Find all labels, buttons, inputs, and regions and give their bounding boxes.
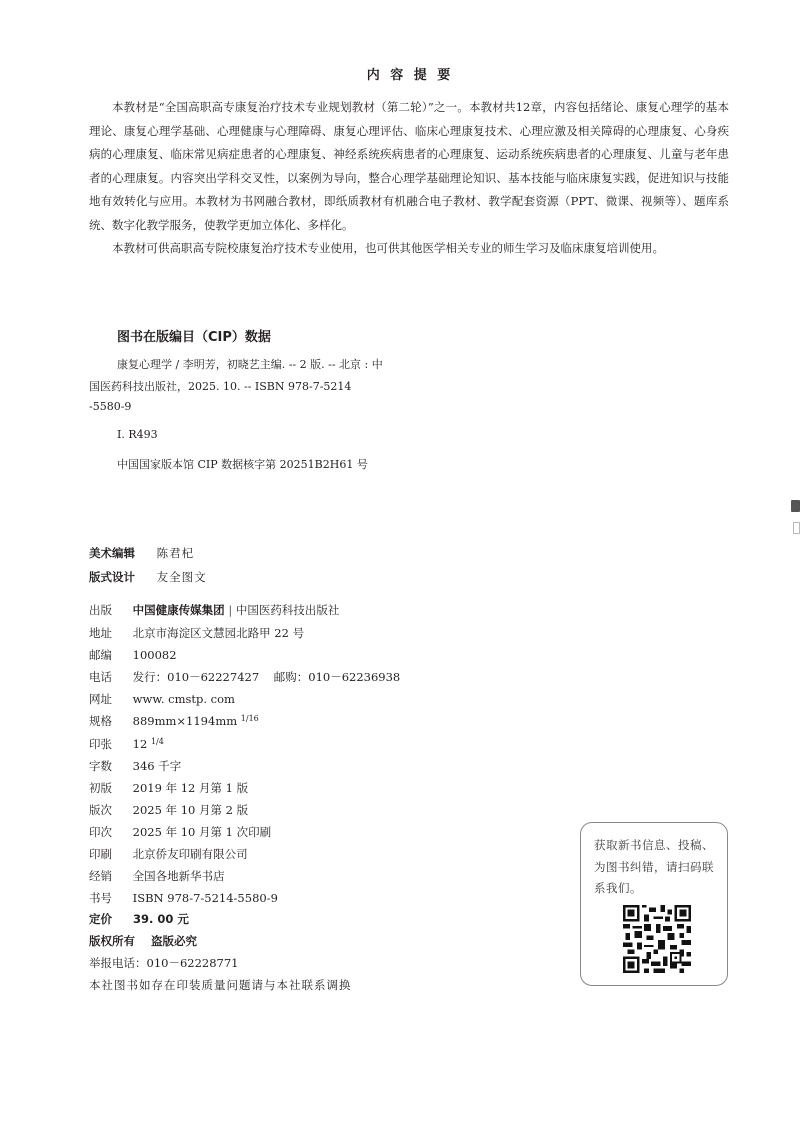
printing-value: 2025 年 10 月第 1 次印刷 bbox=[132, 825, 272, 839]
words-value: 346 千字 bbox=[132, 759, 182, 773]
isbn-label: 书号 bbox=[89, 891, 112, 905]
address-label: 地址 bbox=[89, 626, 112, 640]
layout-design-row bbox=[89, 569, 207, 585]
spec-value: 889mm×1194mm bbox=[132, 714, 238, 728]
report-phone: 举报电话：010－62228771 bbox=[89, 956, 239, 970]
separator: | bbox=[228, 603, 236, 617]
quality-notice: 本社图书如存在印装质量问题请与本社联系调换 bbox=[89, 978, 352, 992]
phone-value: 发行：010－62227427 邮购：010－62236938 bbox=[132, 670, 401, 684]
art-editor-value: 陈君杞 bbox=[156, 546, 195, 560]
qr-contact-text: 获取新书信息、投稿、为图书纠错，请扫码联系我们。 bbox=[594, 838, 714, 895]
cip-line-1: 康复心理学 / 李明芳，初晓艺主编. -- 2 版. -- 北京 : 中 bbox=[117, 358, 383, 371]
printing-row bbox=[89, 824, 271, 840]
summary-body bbox=[89, 96, 729, 261]
isbn-value: ISBN 978-7-5214-5580-9 bbox=[132, 891, 278, 905]
cip-line-2: 国医药科技出版社，2025. 10. -- ISBN 978-7-5214 bbox=[89, 380, 352, 393]
words-label: 字数 bbox=[89, 759, 112, 773]
price-label: 定价 bbox=[89, 912, 112, 926]
distributor-value: 全国各地新华书店 bbox=[132, 869, 225, 883]
spec-label: 规格 bbox=[89, 714, 112, 728]
copyright-notice: 版权所有 盗版必究 bbox=[89, 934, 198, 948]
summary-title: 内 容 提 要 bbox=[366, 68, 454, 83]
qr-contact-box bbox=[580, 822, 728, 986]
price-row bbox=[89, 911, 189, 927]
publisher-label: 出版 bbox=[89, 603, 112, 617]
edition-row bbox=[89, 802, 248, 818]
cip-title: 图书在版编目（CIP）数据 bbox=[117, 330, 271, 345]
printer-row bbox=[89, 846, 248, 862]
publisher-group: 中国健康传媒集团 bbox=[132, 603, 225, 617]
publisher-name: 中国医药科技出版社 bbox=[235, 603, 340, 617]
first-edition-row bbox=[89, 780, 248, 796]
spec-fraction: 1/16 bbox=[240, 714, 259, 723]
edition-label: 版次 bbox=[89, 803, 112, 817]
summary-paragraph-1: 本教材是“全国高职高专康复治疗技术专业规划教材（第二轮）”之一。本教材共12章，内容包括绪论、康复心理学的基本理论、康复心理学基础、心理健康与心理障碍、康复心理评估、临床心理康复技术、心理应激及相关障碍的心理康复、心身疾病的心理康复、临床常见病症患者的心理康复、神经系统疾病患者的心理康复、运动系统疾病患者的心理康复、儿童与老年患者的心理康复。内容突出学科交叉性，以案例为导向，整合心理学基础理论知识、基本技能与临床康复实践，促进知识与技能地有效转化与应用。本教材为书网融合教材，即纸质教材有机融合电子教材、教学配套资源（PPT、微课、视频等）、题库系统、数字化教学服务，使教学更加立体化、多样化。 bbox=[89, 100, 729, 232]
distributor-label: 经销 bbox=[89, 869, 112, 883]
cip-record-number: 中国国家版本馆 CIP 数据核字第 20251B2H61 号 bbox=[117, 458, 368, 471]
edition-value: 2025 年 10 月第 2 版 bbox=[132, 803, 249, 817]
spec-row bbox=[89, 713, 259, 729]
summary-paragraph-2: 本教材可供高职高专院校康复治疗技术专业使用，也可供其他医学相关专业的师生学习及临床康复培训使用。 bbox=[112, 241, 664, 255]
first-edition-value: 2019 年 12 月第 1 版 bbox=[132, 781, 249, 795]
layout-design-label: 版式设计 bbox=[89, 570, 135, 584]
page-edge-mark bbox=[791, 500, 800, 512]
printer-value: 北京侨友印刷有限公司 bbox=[132, 847, 248, 861]
address-value: 北京市海淀区文慧园北路甲 22 号 bbox=[132, 626, 305, 640]
isbn-row bbox=[89, 890, 278, 906]
printing-label: 印次 bbox=[89, 825, 112, 839]
website-row bbox=[89, 691, 235, 707]
sheets-row bbox=[89, 736, 164, 752]
art-editor-label: 美术编辑 bbox=[89, 546, 135, 560]
price-value: 39. 00 元 bbox=[133, 912, 189, 926]
qr-code-icon[interactable] bbox=[623, 905, 691, 973]
address-row bbox=[89, 625, 304, 641]
publisher-row bbox=[89, 602, 339, 618]
art-editor-row bbox=[89, 545, 194, 561]
postcode-value: 100082 bbox=[132, 648, 177, 662]
page-edge-mark-secondary bbox=[793, 522, 800, 534]
sheets-value: 12 bbox=[132, 737, 148, 751]
cip-line-3: -5580-9 bbox=[89, 400, 132, 413]
cip-classification: Ⅰ. R493 bbox=[117, 428, 158, 441]
words-row bbox=[89, 758, 181, 774]
phone-label: 电话 bbox=[89, 670, 112, 684]
distributor-row bbox=[89, 868, 225, 884]
website-value: www. cmstp. com bbox=[132, 692, 235, 706]
postcode-row bbox=[89, 647, 177, 663]
postcode-label: 邮编 bbox=[89, 648, 112, 662]
phone-row bbox=[89, 669, 400, 685]
sheets-fraction: 1/4 bbox=[150, 737, 164, 746]
first-edition-label: 初版 bbox=[89, 781, 112, 795]
sheets-label: 印张 bbox=[89, 737, 112, 751]
website-label: 网址 bbox=[89, 692, 112, 706]
printer-label: 印刷 bbox=[89, 847, 112, 861]
layout-design-value: 友全图文 bbox=[156, 570, 207, 584]
